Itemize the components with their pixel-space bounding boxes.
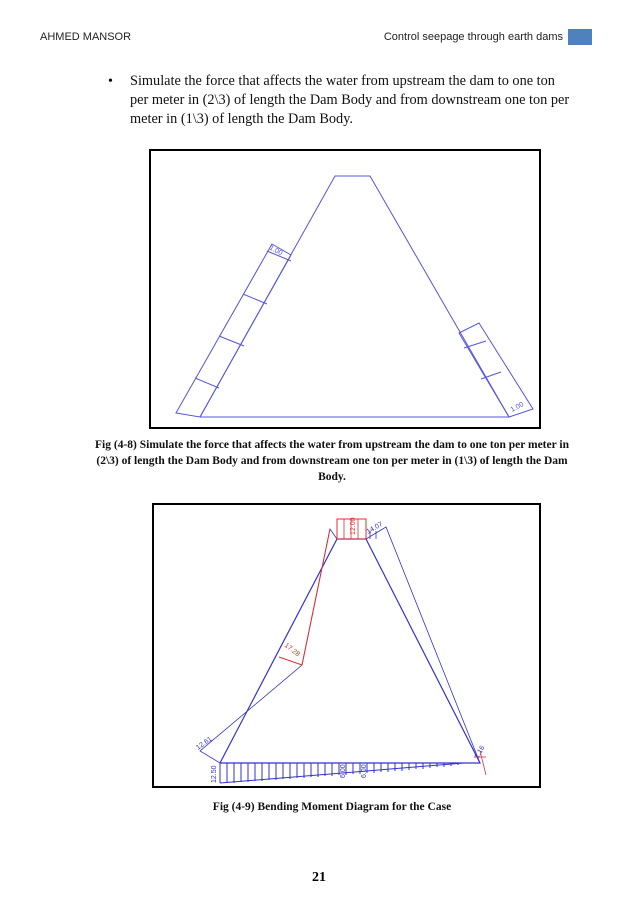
upstream-load-label: 1.00	[268, 244, 284, 258]
moment-label-bottom-left-a: 12.61	[195, 735, 214, 752]
page-number: 21	[312, 870, 326, 885]
moment-label-base-mid-b: 6.00	[361, 764, 368, 778]
moment-label-crest: 12.00	[350, 517, 357, 535]
figure1-caption: Fig (4-8) Simulate the force that affects the water from upstream the dam to one ton per meter in (2\3) of length the Dam Body and from downstream one ton per meter in (1\3) of length the Dam Body.	[95, 439, 569, 483]
header-author: AHMED MANSOR	[40, 31, 132, 43]
header-title: Control seepage through earth dams	[383, 31, 563, 43]
downstream-load-label: 1.00	[509, 401, 525, 414]
upstream-load-strip	[176, 244, 291, 417]
figure-load-diagram	[149, 149, 541, 429]
dam-frame	[220, 539, 480, 763]
body-paragraph: Simulate the force that affects the water from upstream the dam to one ton per meter in (2\3) of length the Dam Body and from downstream one ton per meter in (1\3) of length the Dam Body.	[130, 73, 570, 127]
figure-bending-moment	[152, 503, 541, 788]
figure2-caption: Fig (4-9) Bending Moment Diagram for the Case	[212, 801, 452, 813]
bending-moment-svg	[154, 505, 539, 786]
bullet-marker: •	[108, 74, 113, 89]
moment-label-bottom-left-b: 12.50	[211, 765, 218, 783]
dam-body-outline	[200, 176, 509, 417]
moment-label-base-mid-a: 6.00	[340, 764, 347, 778]
header-accent-box	[568, 29, 592, 45]
moment-label-top-right: 14.07	[365, 520, 385, 536]
moment-label-bottom-right: 1.16	[473, 744, 487, 760]
moment-label-mid-left: 17.28	[282, 642, 301, 659]
load-diagram-svg	[151, 151, 539, 427]
